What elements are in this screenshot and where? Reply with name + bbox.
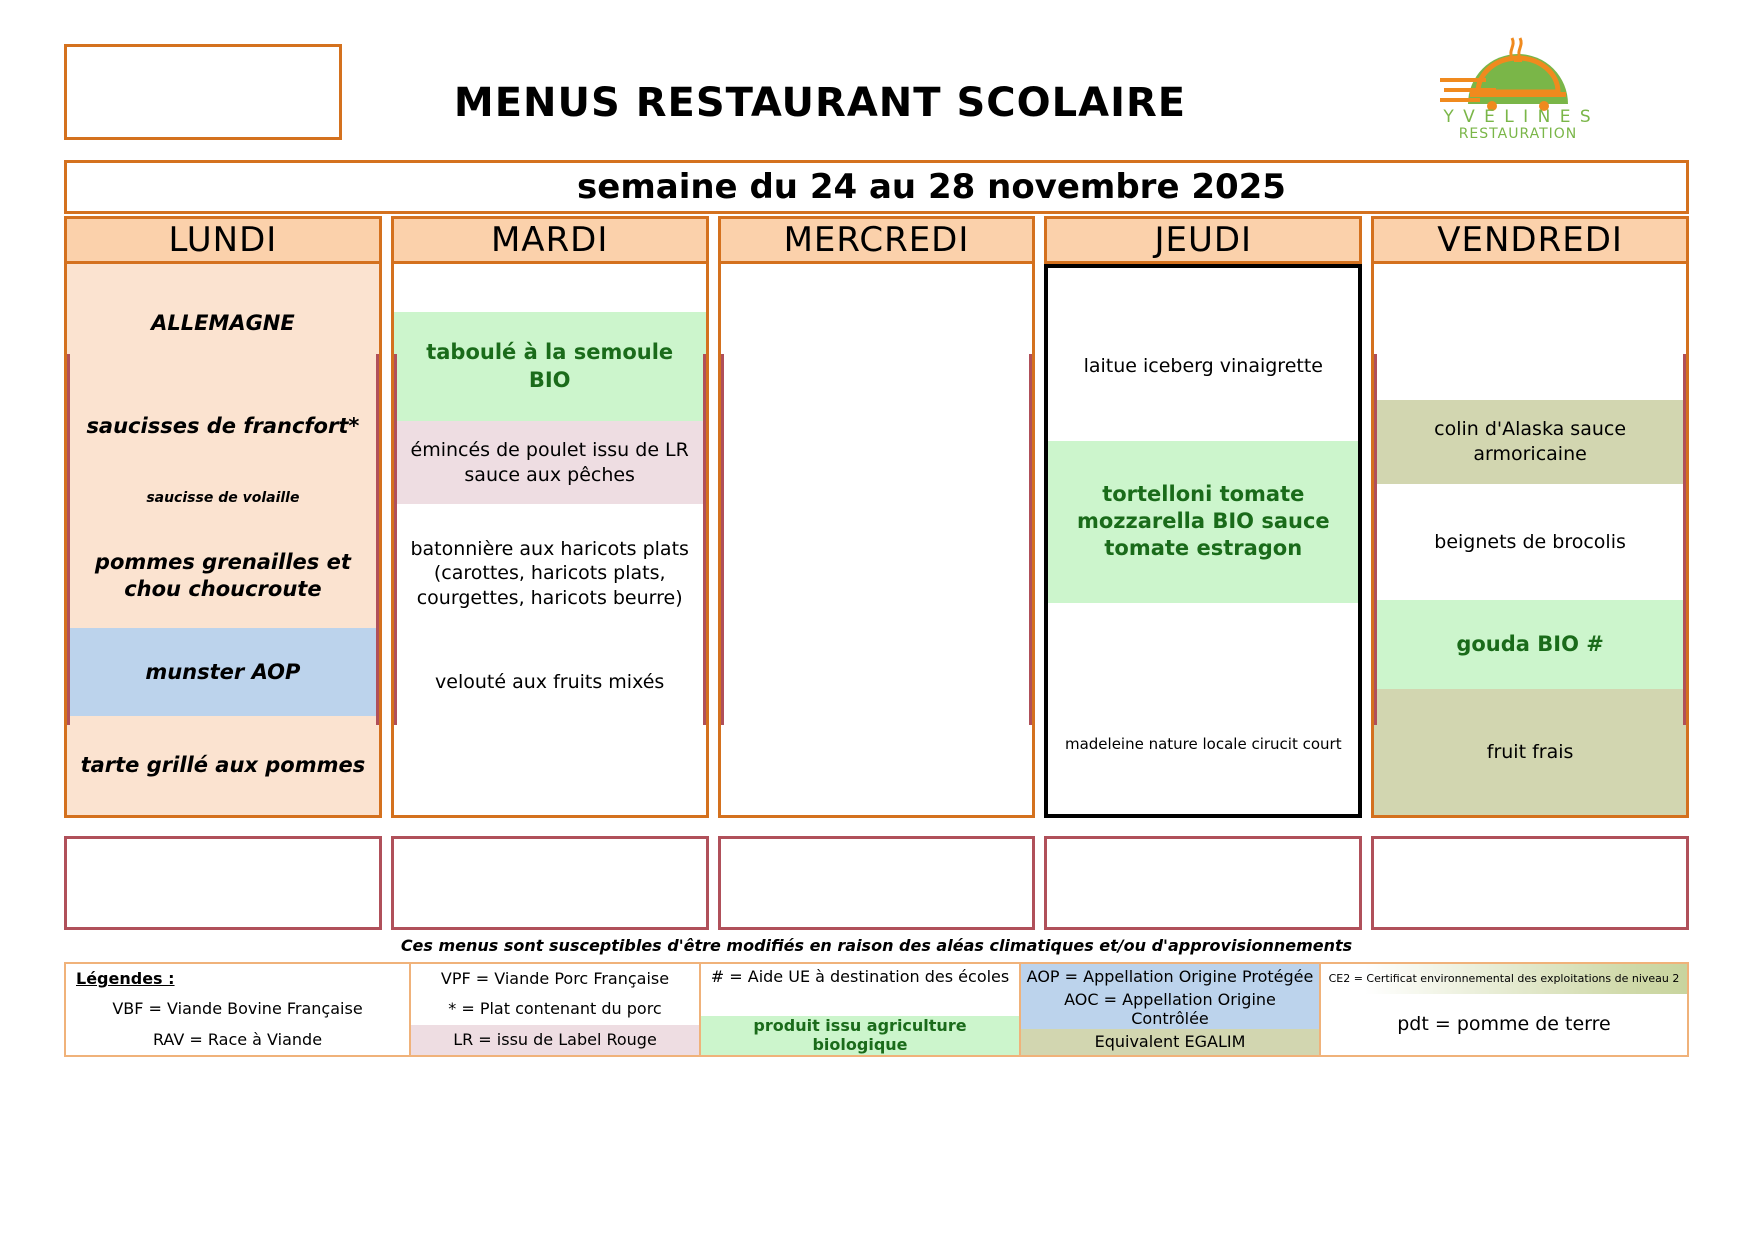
column-edge-accent	[721, 354, 724, 725]
menu-spacer	[1048, 777, 1358, 814]
menu-item: pommes grenailles et chou choucroute	[94, 549, 351, 602]
yvelines-restauration-logo	[1440, 26, 1630, 144]
week-banner	[64, 160, 1689, 214]
page-title: MENUS RESTAURANT SCOLAIRE	[453, 80, 1187, 126]
note-cell[interactable]	[1371, 836, 1689, 930]
day-column-lundi	[64, 216, 382, 818]
legend-entry: Equivalent EGALIM	[1021, 1029, 1319, 1055]
day-header-mercredi: MERCREDI	[718, 216, 1036, 264]
menu-item: munster AOP	[67, 628, 379, 716]
note-cell[interactable]	[64, 836, 382, 930]
note-cell[interactable]	[1044, 836, 1362, 930]
brand-name-line1: Y V E L I N E S	[1443, 107, 1593, 127]
legend-entry: RAV = Race à Viande	[152, 1029, 323, 1049]
legend-table	[64, 962, 1689, 1057]
legend-entry: CE2 = Certificat environnemental des exploitations de niveau 2	[1321, 964, 1687, 994]
legend-entry: LR = issu de Label Rouge	[411, 1025, 699, 1055]
legend-column-3	[701, 964, 1021, 1055]
legend-column-1	[66, 964, 411, 1055]
legend-entry: # = Aide UE à destination des écoles	[710, 966, 1010, 986]
menu-spacer	[394, 721, 706, 815]
legend-entry: pdt = pomme de terre	[1397, 1012, 1611, 1035]
day-menu-vendredi	[1371, 264, 1689, 818]
day-column-mercredi	[718, 216, 1036, 818]
page-header	[0, 0, 1753, 150]
legend-column-5	[1321, 964, 1687, 1055]
menu-spacer	[721, 264, 1033, 815]
menu-item: ALLEMAGNE	[151, 310, 295, 335]
day-column-jeudi	[1044, 216, 1362, 818]
legend-entry: produit issu agriculture biologique	[701, 1016, 1019, 1055]
day-header-lundi: LUNDI	[64, 216, 382, 264]
legend-entry	[701, 990, 1019, 1016]
day-header-vendredi: VENDREDI	[1371, 216, 1689, 264]
menu-item: émincés de poulet issu de LR sauce aux pêches	[394, 421, 706, 504]
menu-item: tortelloni tomate mozzarella BIO sauce tomate estragon	[1048, 441, 1358, 603]
menu-spacer	[1048, 603, 1358, 712]
day-column-mardi	[391, 216, 709, 818]
day-header-mardi: MARDI	[391, 216, 709, 264]
column-edge-accent	[1029, 354, 1032, 725]
legend-entry: VBF = Viande Bovine Française	[112, 999, 363, 1019]
menu-item: saucisse de volaille	[146, 489, 300, 506]
menu-spacer	[394, 264, 706, 312]
day-header-jeudi: JEUDI	[1044, 216, 1362, 264]
menu-spacer	[1374, 264, 1686, 400]
brand-name-line2: RESTAURATION	[1458, 126, 1578, 142]
menu-item: madeleine nature locale cirucit court	[1064, 734, 1342, 753]
legend-entry: AOP = Appellation Origine Protégée	[1021, 964, 1319, 990]
menu-item: taboulé à la semoule BIO	[394, 312, 706, 421]
note-cell[interactable]	[391, 836, 709, 930]
legend-column-4	[1021, 964, 1321, 1055]
legend-entry: AOC = Appellation Origine Contrôlée	[1021, 990, 1319, 1029]
menu-item: laitue iceberg vinaigrette	[1083, 355, 1323, 378]
column-edge-accent	[376, 354, 379, 725]
column-edge-accent	[67, 354, 70, 725]
day-menu-mercredi	[718, 264, 1036, 818]
day-menu-mardi	[391, 264, 709, 818]
day-column-vendredi	[1371, 216, 1689, 818]
column-edge-accent	[703, 354, 706, 725]
legend-entry: * = Plat contenant du porc	[448, 999, 662, 1019]
column-edge-accent	[1683, 354, 1686, 725]
day-menu-lundi	[64, 264, 382, 818]
legend-entry: Légendes :	[76, 968, 175, 988]
menu-week-grid	[64, 216, 1689, 818]
day-menu-jeudi	[1044, 264, 1362, 818]
school-logo-placeholder-box	[64, 44, 342, 140]
menu-item: tarte grillé aux pommes	[80, 753, 366, 778]
legend-column-2	[411, 964, 701, 1055]
menu-item: batonnière aux haricots plats (carottes, haricots plats, courgettes, haricots beurre)	[410, 537, 689, 610]
menu-item: beignets de brocolis	[1434, 530, 1626, 553]
note-cell[interactable]	[718, 836, 1036, 930]
menu-item: velouté aux fruits mixés	[435, 670, 665, 693]
column-edge-accent	[394, 354, 397, 725]
menu-disclaimer: Ces menus sont susceptibles d'être modifiés en raison des aléas climatiques et/ou d'approvisionnements	[400, 936, 1353, 955]
legend-entry: VPF = Viande Porc Française	[440, 968, 670, 988]
menu-spacer	[1048, 404, 1358, 441]
menu-item: colin d'Alaska sauce armoricaine	[1374, 400, 1686, 485]
menu-spacer	[1048, 268, 1358, 329]
week-label: semaine du 24 au 28 novembre 2025	[577, 167, 1286, 207]
column-edge-accent	[1374, 354, 1377, 725]
menu-item: gouda BIO #	[1374, 600, 1686, 690]
menu-item: fruit frais	[1374, 689, 1686, 815]
menu-item: saucisses de francfort*	[86, 414, 360, 439]
notes-row	[64, 836, 1689, 930]
